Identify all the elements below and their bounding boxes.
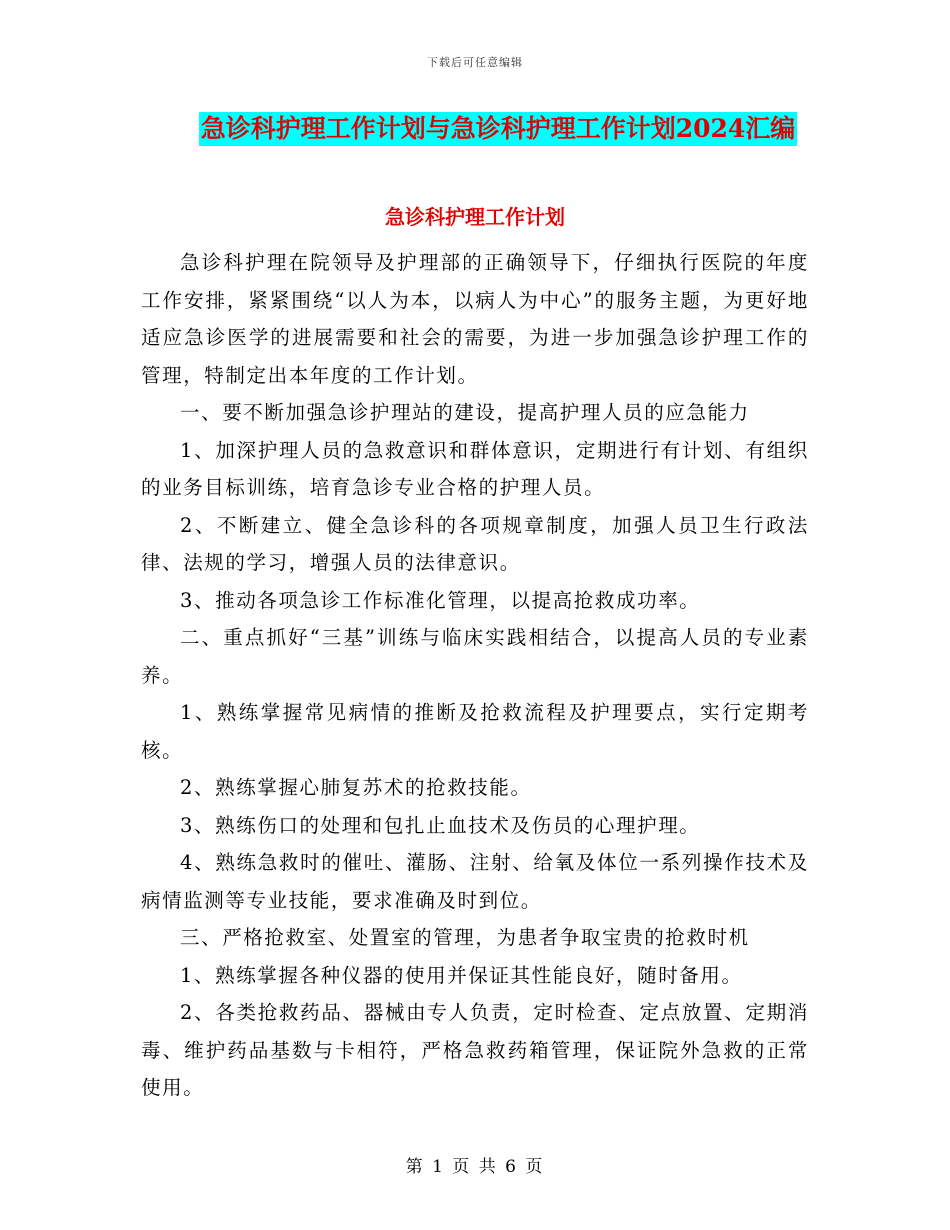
- paragraph: 二、重点抓好“三基”训练与临床实践相结合，以提高人员的专业素养。: [141, 626, 809, 687]
- paragraph: 4、熟练急救时的催吐、灌肠、注射、给氧及体位一系列操作技术及病情监测等专业技能，要求准确及时到位。: [141, 851, 809, 912]
- document-body: [141, 244, 809, 1107]
- section-title: 急诊科护理工作计划: [385, 205, 565, 229]
- document-title: 急诊科护理工作计划与急诊科护理工作计划2024汇编: [199, 112, 798, 146]
- paragraph: 1、熟练掌握常见病情的推断及抢救流程及护理要点，实行定期考核。: [141, 701, 809, 762]
- paragraph: 2、熟练掌握心肺复苏术的抢救技能。: [180, 776, 532, 799]
- page-footer: 第 1 页 共 6 页: [405, 1157, 545, 1177]
- paragraph: 三、严格抢救室、处置室的管理，为患者争取宝贵的抢救时机: [180, 926, 750, 949]
- header-note: 下载后可任意编辑: [427, 56, 523, 69]
- paragraph: 3、熟练伤口的处理和包扎止血技术及伤员的心理护理。: [180, 813, 701, 837]
- paragraph: 1、加深护理人员的急救意识和群体意识，定期进行有计划、有组织的业务目标训练，培育急诊专业合格的护理人员。: [141, 438, 809, 499]
- paragraph: 3、推动各项急诊工作标准化管理，以提高抢救成功率。: [180, 588, 701, 612]
- paragraph: 急诊科护理在院领导及护理部的正确领导下，仔细执行医院的年度工作安排，紧紧围绕“以人为本，以病人为中心”的服务主题，为更好地适应急诊医学的进展需要和社会的需要，为进一步加强急诊护理工作的管理，特制定出本年度的工作计划。: [141, 251, 809, 387]
- paragraph: 1、熟练掌握各种仪器的使用并保证其性能良好，随时备用。: [180, 963, 743, 987]
- paragraph: 一、要不断加强急诊护理站的建设，提高护理人员的应急能力: [180, 401, 750, 424]
- paragraph: 2、各类抢救药品、器械由专人负责，定时检查、定点放置、定期消毒、维护药品基数与卡相符，严格急救药箱管理，保证院外急救的正常使用。: [141, 1001, 809, 1099]
- document-title-container: [0, 112, 950, 146]
- paragraph: 2、不断建立、健全急诊科的各项规章制度，加强人员卫生行政法律、法规的学习，增强人员的法律意识。: [141, 513, 809, 574]
